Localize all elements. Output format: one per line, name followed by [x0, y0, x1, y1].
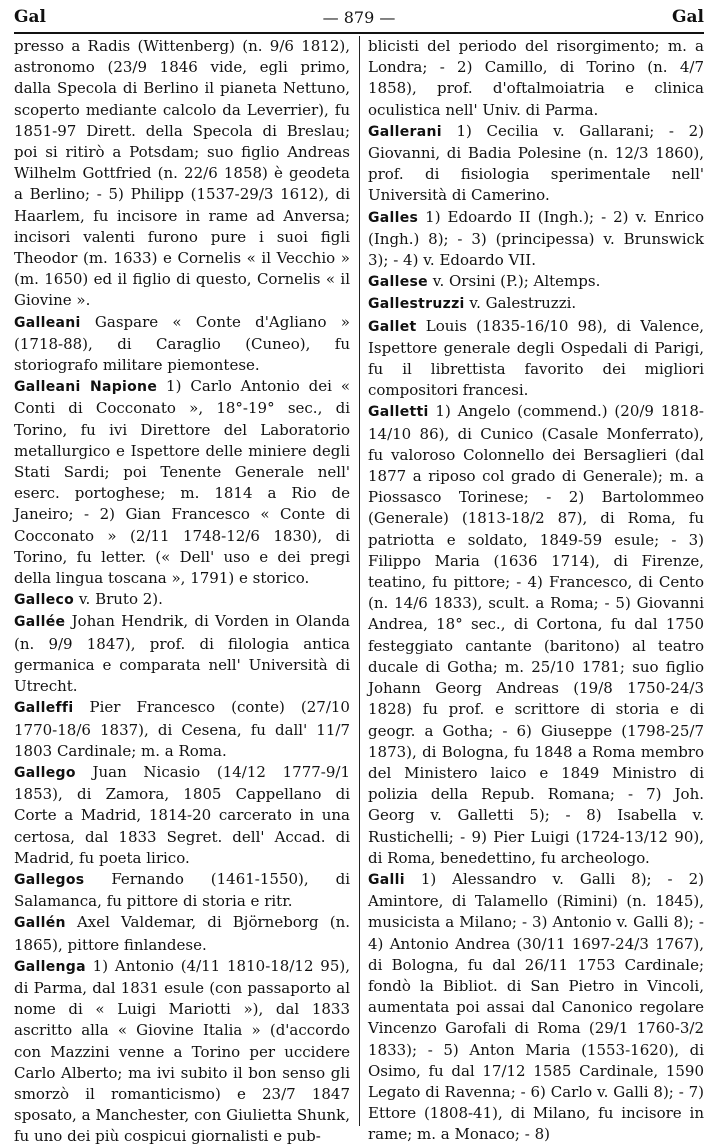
dictionary-entry — [14, 697, 350, 762]
entry-text: Axel Valdemar, di Björneborg (n. 1865), pittore finlandese. — [14, 913, 350, 954]
entry-text: blicisti del periodo del risorgimento; m. a Londra; - 2) Camillo, di Torino (n. 4/7 1858), prof. d'oftalmoiatria e clinica oculistica nell' Univ. di Parma. — [368, 37, 704, 119]
dictionary-entry — [368, 121, 704, 207]
entry-text: Juan Nicasio (14/12 1777-9/1 1853), di Zamora, 1805 Cappellano di Corte a Madrid, 1814-20 carcerato in una certosa, dal 1833 Segret. dell' Accad. di Madrid, fu poeta lirico. — [14, 762, 350, 867]
dictionary-entry — [368, 401, 704, 868]
left-column — [14, 36, 350, 1146]
dictionary-entry — [14, 376, 350, 589]
entry-headword: Galleco — [14, 592, 75, 609]
header-rule — [14, 32, 704, 34]
entry-text: 1) Cecilia v. Gallarani; - 2) Giovanni, di Badia Polesine (n. 12/3 1860), prof. di fisiologia sperimentale nell' Università di Camerino. — [368, 121, 704, 205]
entry-headword: Gallerani — [368, 123, 442, 140]
entry-headword: Galles — [368, 209, 419, 226]
entry-text: Gaspare « Conte d'Agliano » (1718-88), di Caraglio (Cuneo), fu storiografo militare piemontese. — [14, 312, 350, 375]
entry-text: Louis (1835-16/10 98), di Valence, Ispettore generale degli Ospedali di Parigi, fu il librettista favorito dei migliori compositori francesi. — [368, 316, 704, 400]
entry-headword: Gallée — [14, 614, 66, 631]
entry-text: presso a Radis (Wittenberg) (n. 9/6 1812), astronomo (23/9 1846 vide, egli primo, dalla Specola di Berlino il pianeta Nettuno, scoperto mediante calcolo da Leverrier), fu 1851-97 Dirett. della Specola di Breslau; poi si ritirò a Potsdam; suo figlio Andreas Wilhelm Gottfried (n. 22/6 1858) è geodeta a Berlino; - 5) Philipp (1537-29/3 1612), di Haarlem, fu incisore in rame ad Anversa; incisori valenti furono pure i suoi figli Theodor (m. 1633) e Cornelis « il Vecchio » (m. 1650) ed il figlio di questo, Cornelis « il Giovine ». — [14, 37, 350, 310]
entry-continuation — [368, 36, 704, 121]
dictionary-entry — [14, 869, 350, 912]
entry-text: Fernando (1461-1550), di Salamanca, fu pittore di storia e ritr. — [14, 869, 350, 911]
entry-headword: Galletti — [368, 404, 429, 421]
entry-headword: Gallet — [368, 318, 417, 335]
entry-headword: Galleffi — [14, 700, 74, 717]
column-divider — [359, 36, 360, 1126]
entry-headword: Gallese — [368, 274, 428, 291]
right-column — [368, 36, 704, 1144]
dictionary-entry — [14, 762, 350, 869]
running-head — [14, 4, 704, 30]
dictionary-entry — [368, 293, 704, 315]
entry-text: 1) Antonio (4/11 1810-18/12 95), di Parma, dal 1831 esule (con passaporto al nome di « Luigi Mariotti »), dal 1833 ascritto alla « Giovine Italia » (d'accordo con Mazzini venne a Torino per uccidere Carlo Alberto; ma ivi subito il bon senso gli smorzò il romanticismo) e 23/7 1847 sposato, a Manchester, con Giulietta Shunk, fu uno dei più cospicui giornalisti e pub- — [14, 956, 350, 1146]
dictionary-entry — [14, 312, 350, 377]
dictionary-entry — [14, 912, 350, 955]
entry-headword: Galleani Napione — [14, 379, 158, 396]
running-head-left: Gal — [14, 7, 46, 27]
entry-continuation — [14, 36, 350, 312]
dictionary-entry — [368, 207, 704, 272]
entry-text: v. Orsini (P.); Altemps. — [432, 272, 601, 291]
entry-headword: Gallego — [14, 764, 76, 781]
entry-headword: Gallenga — [14, 958, 86, 975]
entry-text: v. Bruto 2). — [78, 590, 163, 609]
dictionary-entry — [14, 589, 350, 611]
entry-text: v. Galestruzzi. — [469, 294, 577, 313]
dictionary-entry — [14, 611, 350, 697]
dictionary-entry — [368, 316, 704, 402]
dictionary-entry — [368, 271, 704, 293]
entry-text: Pier Francesco (conte) (27/10 1770-18/6 1837), di Cesena, fu dall' 11/7 1803 Cardinale; m. a Roma. — [14, 698, 350, 760]
page-number: — 879 — — [322, 7, 396, 27]
entry-headword: Gallén — [14, 915, 66, 932]
entry-text: 1) Alessandro v. Galli 8); - 2) Amintore, di Talamello (Rimini) (n. 1845), musicista a Milano; - 3) Antonio v. Galli 8); - 4) Antonio Andrea (30/11 1697-24/3 1767), di Bologna, fu dal 26/11 1753 Cardinale; fondò la Bibliot. di San Pietro in Vincoli, aumentata poi assai dal Canonico regolare Vincenzo Garofali di Roma (29/1 1760-3/2 1833); - 5) Anton Maria (1553-1620), di Osimo, fu dal 17/12 1585 Cardinale, 1590 Legato di Ravenna; - 6) Carlo v. Galli 8); - 7) Ettore (1808-41), di Milano, fu incisore in rame; m. a Monaco; - 8) — [368, 869, 704, 1144]
entry-text: 1) Edoardo II (Ingh.); - 2) v. Enrico (Ingh.) 8); - 3) (principessa) v. Brunswick 3); - 4) v. Edoardo VII. — [368, 207, 704, 270]
entry-headword: Gallegos — [14, 871, 85, 888]
entry-headword: Galleani — [14, 314, 81, 331]
dictionary-entry — [368, 869, 704, 1146]
entry-text: Johan Hendrik, di Vorden in Olanda (n. 9/9 1847), prof. di filologia antica germanica e comparata nell' Università di Utrecht. — [14, 612, 350, 696]
dictionary-entry — [14, 956, 350, 1148]
entry-text: 1) Angelo (commend.) (20/9 1818-14/10 86), di Cunico (Casale Monferrato), fu valoroso Colonnello dei Bersaglieri (dal 1877 a riposo col grado di Generale); m. a Piossasco Torinese; - 2) Bartolommeo (Generale) (1813-18/2 87), di Roma, fu patriotta e soldato, 1849-59 esule; - 3) Filippo Maria (1636 1714), di Firenze, teatino, fu pittore; - 4) Francesco, di Cento (n. 14/6 1833), scult. a Roma; - 5) Giovanni Andrea, 18° sec., di Cortona, fu dal 1750 festeggiato cantante (baritono) al teatro ducale di Gotha; m. 25/10 1781; suo figlio Johann Georg Andreas (19/8 1750-24/3 1828) fu prof. e scrittore di storia e di geogr. a Gotha; - 6) Giuseppe (1798-25/7 1873), di Bologna, fu 1848 a Roma membro del Ministero laico e 1849 Ministro di polizia della Repub. Romana; - 7) Joh. Georg v. Galletti 5); - 8) Isabella v. Rustichelli; - 9) Pier Luigi (1724-13/12 90), di Roma, benedettino, fu archeologo. — [368, 402, 704, 867]
entry-text: 1) Carlo Antonio dei « Conti di Cocconato », 18°-19° sec., di Torino, fu ivi Direttore del Laboratorio metallurgico e Ispettore delle miniere degli Stati Sardi; poi Tenente Generale nell' eserc. portoghese; m. 1814 a Rio de Janeiro; - 2) Gian Francesco « Conte di Cocconato » (2/11 1748-12/6 1830), di Torino, fu letter. (« Dell' uso e dei pregi della lingua toscana », 1791) e storico. — [14, 377, 350, 588]
entry-headword: Gallestruzzi — [368, 296, 465, 313]
entry-headword: Galli — [368, 871, 405, 888]
running-head-right: Gal — [672, 7, 704, 27]
